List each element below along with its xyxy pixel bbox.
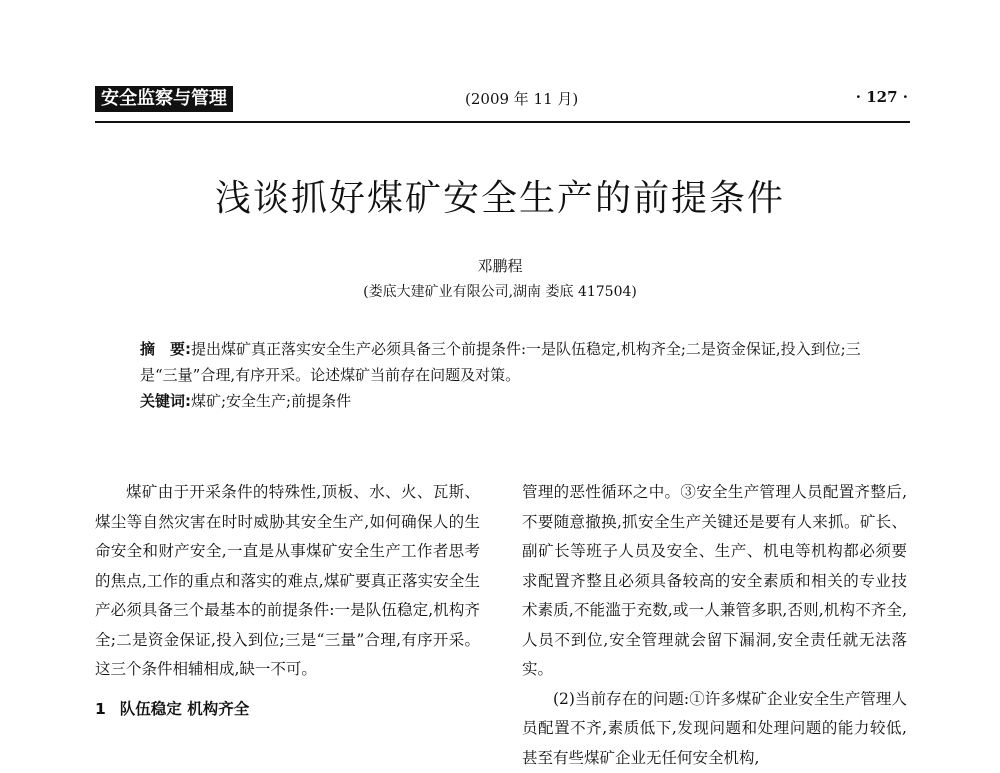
abstract-text: 提出煤矿真正落实安全生产必须具备三个前提条件:一是队伍稳定,机构齐全;二是资金保证,投入到位;三是“三量”合理,有序开采。论述煤矿当前存在问题及对策。 — [140, 340, 861, 384]
author-name: 邓鹏程 — [0, 255, 1000, 276]
abstract — [140, 336, 880, 388]
section-title: 队伍稳定 机构齐全 — [120, 700, 249, 718]
continued-paragraph: 管理的恶性循环之中。③安全生产管理人员配置齐整后,不要随意撤换,抓安全生产关键还是要有人来抓。矿长、副矿长等班子人员及安全、生产、机电等机构都必须要求配置齐整且必须具备较高的安全素质和相关的专业技术素质,不能滥于充数,或一人兼管多职,否则,机构不齐全,人员不到位,安全管理就会留下漏洞,安全责任就无法落实。 — [522, 478, 907, 685]
page-number: · 127 · — [856, 88, 908, 106]
keywords-text: 煤矿;安全生产;前提条件 — [191, 392, 351, 410]
page-header — [95, 86, 910, 120]
abstract-block — [140, 336, 880, 414]
body-column-right — [522, 478, 907, 773]
body-column-left — [95, 478, 480, 724]
article-title: 浅谈抓好煤矿安全生产的前提条件 — [0, 170, 1000, 221]
abstract-label: 摘 要: — [140, 340, 191, 358]
keywords — [140, 388, 880, 414]
section-number: 1 — [95, 700, 106, 718]
intro-paragraph: 煤矿由于开采条件的特殊性,顶板、水、火、瓦斯、煤尘等自然灾害在时时威胁其安全生产,如何确保人的生命安全和财产安全,一直是从事煤矿安全生产工作者思考的焦点,工作的重点和落实的难点,煤矿要真正落实安全生产必须具备三个最基本的前提条件:一是队伍稳定,机构齐全;二是资金保证,投入到位;三是“三量”合理,有序开采。这三个条件相辅相成,缺一不可。 — [95, 478, 480, 685]
author-affiliation: (娄底大建矿业有限公司,湖南 娄底 417504) — [0, 281, 1000, 301]
header-rule — [95, 121, 910, 123]
section-tag: 安全监察与管理 — [95, 86, 233, 112]
keywords-label: 关键词: — [140, 392, 191, 410]
problems-paragraph: (2)当前存在的问题:①许多煤矿企业安全生产管理人员配置不齐,素质低下,发现问题和处理问题的能力较低,甚至有些煤矿企业无任何安全机构, — [522, 685, 907, 773]
section-heading — [95, 695, 480, 725]
issue-date: (2009 年 11 月) — [465, 88, 578, 109]
